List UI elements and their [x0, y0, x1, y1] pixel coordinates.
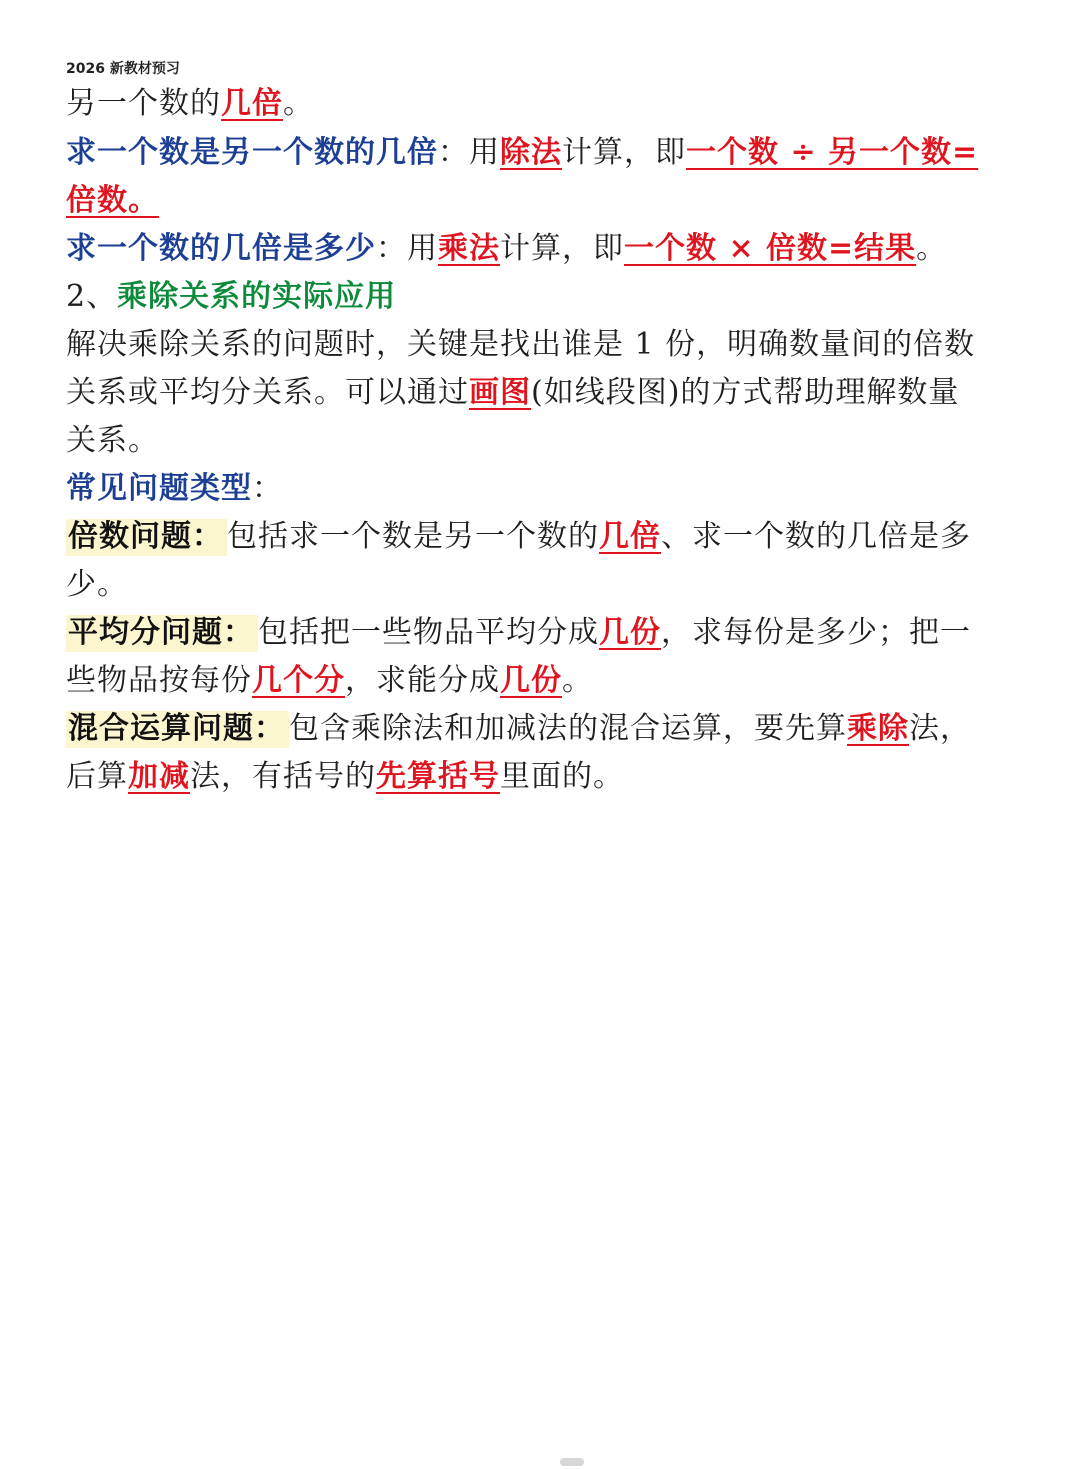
text-line-1	[66, 84, 314, 124]
rule-heading: 求一个数是另一个数的几倍	[66, 135, 438, 170]
text-line-15	[66, 757, 624, 797]
rule-heading: 求一个数的几倍是多少	[66, 231, 376, 266]
text-line-2	[66, 133, 978, 173]
text: 包括把一些物品平均分成	[258, 615, 599, 650]
key-term: 先算括号	[376, 759, 500, 794]
key-term: 几份	[599, 615, 661, 650]
highlighted-label: 平均分问题：	[66, 615, 258, 652]
formula: 一个数 × 倍数=结果	[624, 231, 917, 266]
text: (如线段图)的方式帮助理解数量	[531, 375, 960, 410]
key-term: 加减	[128, 759, 190, 794]
text-line-6	[66, 325, 975, 365]
text: 些物品按每份	[66, 663, 252, 698]
text-line-12	[66, 613, 971, 653]
text: 里面的。	[500, 759, 624, 794]
text: 法，	[909, 711, 971, 746]
text: ：	[252, 471, 283, 506]
text-line-10	[66, 517, 971, 557]
text: 计算，即	[562, 135, 686, 170]
text-line-4	[66, 229, 947, 269]
text: ：用	[438, 135, 500, 170]
subheading-title: 常见问题类型	[66, 471, 252, 506]
page-indicator	[560, 1458, 584, 1466]
text: 另一个数的	[66, 86, 221, 121]
text: 包含乘除法和加减法的混合运算，要先算	[289, 711, 847, 746]
section-title: 乘除关系的实际应用	[117, 279, 397, 314]
key-term: 乘除	[847, 711, 909, 746]
key-term: 画图	[469, 375, 531, 410]
key-term: 乘法	[438, 231, 500, 266]
text: 计算，即	[500, 231, 624, 266]
key-term: 几个分	[252, 663, 345, 698]
text: 解决乘除关系的问题时，关键是找出谁是 1 份，明确数量间的倍数	[66, 327, 976, 362]
text: ：用	[376, 231, 438, 266]
text: 包括求一个数是另一个数的	[227, 519, 599, 554]
key-term: 除法	[500, 135, 562, 170]
text: 关系。	[66, 423, 159, 458]
key-term: 几倍	[221, 86, 283, 121]
text-line-13	[66, 661, 593, 701]
text: 。	[916, 231, 948, 266]
text: 。	[562, 663, 593, 698]
text-line-7	[66, 373, 959, 413]
key-term: 几倍	[599, 519, 661, 554]
text: 后算	[66, 759, 128, 794]
formula: 倍数。	[66, 183, 159, 218]
text: 法，有括号的	[190, 759, 376, 794]
highlighted-label: 混合运算问题：	[66, 711, 289, 748]
text: 、求一个数的几倍是多	[661, 519, 971, 554]
subheading	[66, 469, 283, 509]
text: 关系或平均分关系。可以通过	[66, 375, 469, 410]
formula: 一个数 ÷ 另一个数=	[686, 135, 979, 170]
text: 少。	[66, 567, 128, 602]
key-term: 几份	[500, 663, 562, 698]
text: 。	[283, 86, 314, 121]
text: ，求每份是多少；把一	[661, 615, 971, 650]
section-number: 2、	[66, 279, 118, 314]
text-line-14	[66, 709, 971, 749]
text: ，求能分成	[345, 663, 500, 698]
highlighted-label: 倍数问题：	[66, 519, 227, 556]
text-line-3	[66, 181, 159, 221]
text-line-11	[66, 565, 128, 605]
text-line-8	[66, 421, 159, 461]
section-heading	[66, 277, 396, 317]
header-label: 2026 新教材预习	[66, 61, 180, 77]
